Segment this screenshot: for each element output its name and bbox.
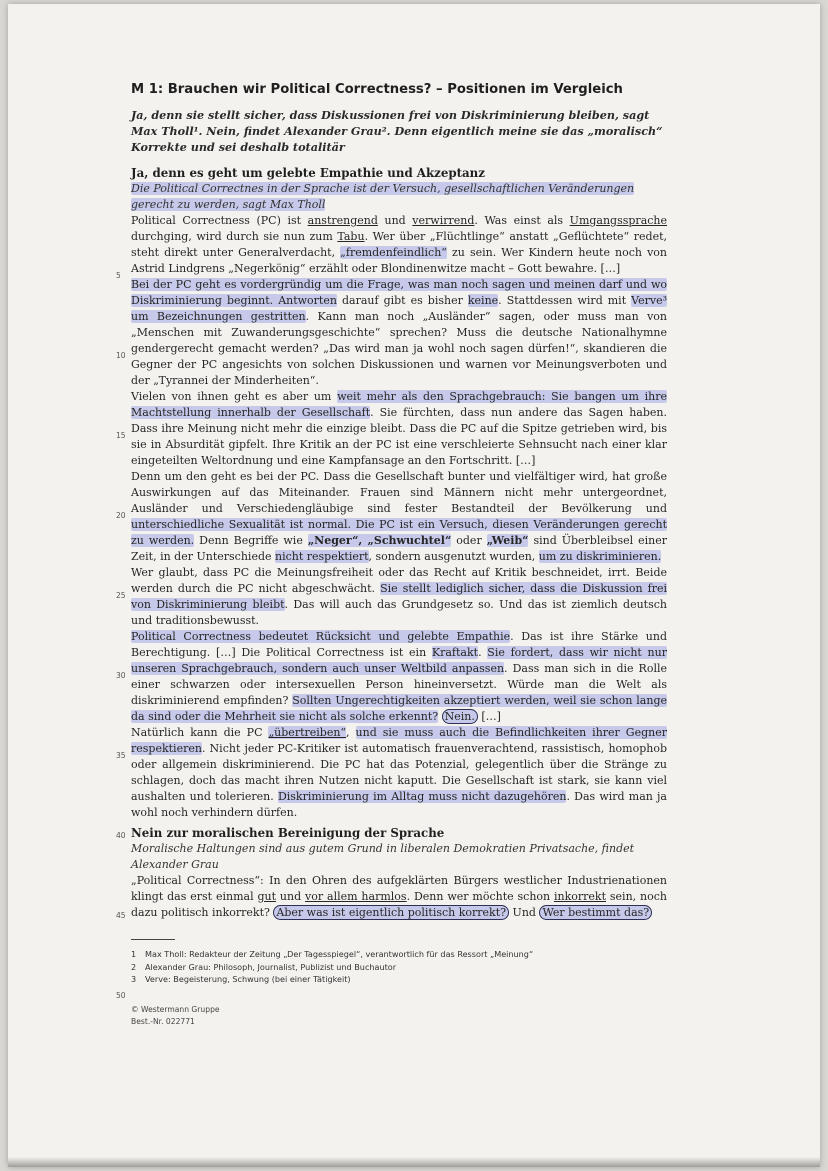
line-number-35: 35 bbox=[116, 751, 126, 760]
highlight: Sie fordert, dass wir nicht nur unseren Sprachgebrauch, sondern auch unser Weltbild anpassen bbox=[131, 646, 667, 675]
paragraph-8: „Political Correctness“: In den Ohren des aufgeklärten Bürgers westlicher Industrienationen klingt das erst einmal gut und vor allem harmlos. Denn wer möchte schon inkorrekt sein, noch dazu politisch inkorrekt? Aber was ist eigentlich politisch korrekt? Und Wer bestimmt das? bbox=[131, 874, 667, 919]
line-number-5: 5 bbox=[116, 271, 121, 280]
underlined-word: anstrengend bbox=[307, 214, 378, 227]
highlight: „fremdenfeindlich“ bbox=[340, 246, 447, 259]
highlight: keine bbox=[467, 294, 499, 307]
highlight: Diskriminierung im Alltag muss nicht dazugehören bbox=[277, 790, 567, 803]
paragraph-5: Wer glaubt, dass PC die Meinungsfreiheit oder das Recht auf Kritik beschneidet, irrt. Beide werden durch die PC nicht abgeschwächt. Sie stellt lediglich sicher, dass die Diskussion frei von Diskriminierung bleibt. Das will auch das Grundgesetz so. Und das ist ziemlich deutsch und traditionsbewusst. bbox=[131, 566, 667, 627]
section-heading-contra: Nein zur moralischen Bereinigung der Sprache bbox=[131, 826, 445, 840]
highlight: um zu diskriminieren. bbox=[538, 550, 662, 563]
underlined-word: vor allem harmlos bbox=[305, 890, 407, 903]
highlight: Political Correctness bedeutet Rücksicht und gelebte Empathie bbox=[131, 630, 511, 643]
footnote-divider bbox=[131, 939, 175, 940]
section-subline-contra: Moralische Haltungen sind aus gutem Grund in liberalen Demokratien Privatsache, findet Alexander Grau bbox=[131, 842, 635, 871]
line-number-30: 30 bbox=[116, 671, 126, 680]
publisher-info bbox=[131, 1004, 667, 1028]
highlight: Kraftakt bbox=[431, 646, 479, 659]
line-number-40: 40 bbox=[116, 831, 126, 840]
underlined-word: Tabu bbox=[337, 230, 365, 243]
footnote-3: 3 Verve: Begeisterung, Schwung (bei einer Tätigkeit) bbox=[131, 974, 351, 984]
section-subline-pro bbox=[131, 181, 667, 213]
highlight: „Weib“ bbox=[486, 534, 529, 547]
lead-text: Ja, denn sie stellt sicher, dass Diskussionen frei von Diskriminierung bleiben, sagt Max Tholl¹. Nein, findet Alexander Grau². Denn eigentlich meine sie das „moralisch“ Korrekte und sei deshalb totalitär bbox=[131, 108, 663, 154]
highlight: „Neger“, „Schwuchtel“ bbox=[307, 534, 452, 547]
circled-word: Nein. bbox=[442, 709, 478, 724]
paragraph-1: Political Correctness (PC) ist anstrengend und verwirrend. Was einst als Umgangssprache durchging, wird durch sie nun zum Tabu. Wer über „Flüchtlinge“ anstatt „Geflüchtete“ redet, steht direkt unter Generalverdacht, „fremdenfeindlich“ zu sein. Wer Kindern heute noch von Astrid Lindgrens „Negerkönig“ erzählt oder Blondinenwitze macht – Gott bewahre. […] bbox=[131, 214, 668, 275]
worksheet-content bbox=[116, 82, 668, 1028]
footnote-1: 1 Max Tholl: Redakteur der Zeitung „Der Tagesspiegel“, verantwortlich für das Ressort „Meinung“ bbox=[131, 949, 534, 959]
paragraph-4: Denn um den geht es bei der PC. Dass die Gesellschaft bunter und vielfältiger wird, hat große Auswirkungen auf das Miteinander. Frauen sind Männern nicht mehr untergeordnet, Ausländer und Verschiedengläubige sind fester Bestandteil der Bevölkerung und unterschiedliche Sexualität ist normal. Die PC ist ein Versuch, diesen Veränderungen gerecht zu werden. Denn Begriffe wie „Neger“, „Schwuchtel“ oder „Weib“ sind Überbleibsel einer Zeit, in der Unterschiede nicht respektiert, sondern ausgenutzt wurden, um zu diskriminieren. bbox=[131, 470, 667, 563]
page-shadow bbox=[8, 1157, 820, 1167]
circled-question: Wer bestimmt das? bbox=[539, 905, 652, 920]
highlight: nicht respektiert bbox=[275, 550, 369, 563]
highlight: Bei der PC geht es vordergründig um die Frage, was man noch sagen und meinen darf und wo Diskriminierung beginnt. Antworten bbox=[131, 278, 667, 307]
highlight: Sollten Ungerechtigkeiten akzeptiert werden, weil sie schon lange da sind oder die Mehrheit sie nicht als solche erkennt? bbox=[131, 694, 668, 723]
highlight: „übertreiben“ bbox=[268, 726, 347, 739]
underlined-word: inkorrekt bbox=[554, 890, 607, 903]
highlight: Sie stellt lediglich sicher, dass die Diskussion frei von Diskriminierung bleibt bbox=[131, 582, 667, 611]
line-number-15: 15 bbox=[116, 431, 126, 440]
line-number-45: 45 bbox=[116, 911, 126, 920]
underlined-word: gut bbox=[257, 890, 277, 903]
highlight: Verve³ um Bezeichnungen gestritten bbox=[131, 294, 667, 323]
underlined-word: verwirrend bbox=[412, 214, 475, 227]
publisher-copyright: © Westermann Gruppe bbox=[131, 1004, 220, 1014]
underlined-word: Umgangssprache bbox=[569, 214, 668, 227]
section-heading-pro: Ja, denn es geht um gelebte Empathie und Akzeptanz bbox=[131, 166, 485, 180]
paragraph-3: Vielen von ihnen geht es aber um weit mehr als den Sprachgebrauch: Sie bangen um ihre Machtstellung innerhalb der Gesellschaft. Sie fürchten, dass nun andere das Sagen haben. Dass ihre Meinung nicht mehr die einzige bleibt. Dass die PC auf die Spitze getrieben wird, bis sie in Absurdität gipfelt. Ihre Kritik an der PC ist eine verschleierte Sehnsucht nach einer klar eingeteilten Weltordnung und eine Kampfansage an den Fortschritt. […] bbox=[131, 390, 667, 467]
order-number: Best.-Nr. 022771 bbox=[131, 1016, 195, 1026]
highlight: weit mehr als den Sprachgebrauch: Sie bangen um ihre Machtstellung innerhalb der Gesellschaft bbox=[131, 390, 667, 419]
paragraph-2: Bei der PC geht es vordergründig um die Frage, was man noch sagen und meinen darf und wo Diskriminierung beginnt. Antworten darauf gibt es bisher keine. Stattdessen wird mit Verve³ um Bezeichnungen gestritten. Kann man noch „Ausländer“ sagen, oder muss man von „Menschen mit Zuwanderungsgeschichte“ sprechen? Muss die deutsche Nationalhymne gendergerecht gemacht werden? „Das wird man ja wohl noch sagen dürfen!“, skandieren die Gegner der PC angesichts von solchen Diskussionen und warnen vor Meinungsverboten und der „Tyrannei der Minderheiten“. bbox=[131, 278, 667, 387]
highlight: und sie muss auch die Befindlichkeiten ihrer Gegner respektieren bbox=[131, 726, 667, 755]
paragraph-6: Political Correctness bedeutet Rücksicht und gelebte Empathie. Das ist ihre Stärke und Berechtigung. […] Die Political Correctness ist ein Kraftakt. Sie fordert, dass wir nicht nur unseren Sprachgebrauch, sondern auch unser Weltbild anpassen. Dass man sich in die Rolle einer schwarzen oder intersexuellen Person hineinversetzt. Würde man die Welt als diskriminierend empfinden? Sollten Ungerechtigkeiten akzeptiert werden, weil sie schon lange da sind oder die Mehrheit sie nicht als solche erkennt? Nein. […] bbox=[131, 630, 668, 723]
footnote-2: 2 Alexander Grau: Philosoph, Journalist, Publizist und Buchautor bbox=[131, 961, 397, 972]
worksheet-title: M 1: Brauchen wir Political Correctness? – Positionen im Vergleich bbox=[131, 82, 623, 97]
line-number-10: 10 bbox=[116, 351, 126, 360]
line-number-20: 20 bbox=[116, 511, 126, 520]
line-number-25: 25 bbox=[116, 591, 126, 600]
highlight: Die Political Correctnes in der Sprache ist der Versuch, gesellschaftlichen Veränderungen gerecht zu werden, sagt Max Tholl bbox=[131, 182, 635, 211]
paragraph-7: Natürlich kann die PC „übertreiben“, und sie muss auch die Befindlichkeiten ihrer Gegner respektieren. Nicht jeder PC-Kritiker ist automatisch frauenverachtend, rassistisch, homophob oder allgemein diskriminierend. Die PC hat das Potenzial, gelegentlich über die Stränge zu schlagen, doch das macht ihren Nutzen nicht kaputt. Die Gesellschaft ist stark, sie kann viel aushalten und tolerieren. Diskriminierung im Alltag muss nicht dazugehören. Das wird man ja wohl noch verhindern dürfen. bbox=[131, 726, 667, 819]
highlight: unterschiedliche Sexualität ist normal. Die PC ist ein Versuch, diesen Veränderungen gerecht zu werden. bbox=[131, 518, 667, 547]
circled-question: Aber was ist eigentlich politisch korrekt? bbox=[273, 905, 509, 920]
line-number-50: 50 bbox=[116, 991, 126, 1000]
paper-sheet bbox=[8, 4, 820, 1167]
